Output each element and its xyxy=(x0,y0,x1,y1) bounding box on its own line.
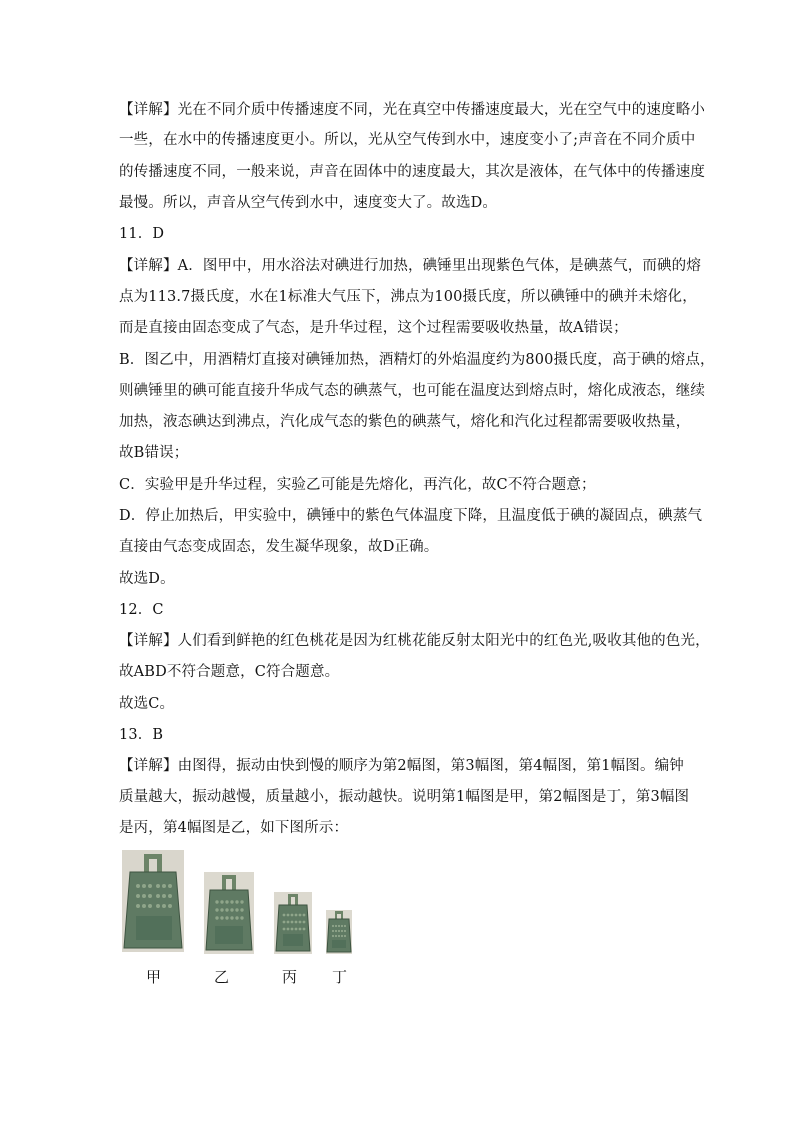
text-line: 则碘锤里的碘可能直接升华成气态的碘蒸气，也可能在温度达到熔点时，熔化成液态，继续 xyxy=(119,383,705,399)
text-line: 的传播速度不同，一般来说，声音在固体中的速度最大，其次是液体，在气体中的传播速度 xyxy=(119,164,705,180)
text-line: 13．B xyxy=(119,727,164,743)
text-line: 一些，在水中的传播速度更小。所以，光从空气传到水中，速度变小了;声音在不同介质中 xyxy=(119,132,696,148)
text-line: D．停止加热后，甲实验中，碘锤中的紫色气体温度下降，且温度低于碘的凝固点，碘蒸气 xyxy=(119,508,703,524)
bell-image-jia xyxy=(122,850,184,952)
text-line: 是丙，第4幅图是乙，如下图所示： xyxy=(119,820,349,836)
text-line: 【详解】人们看到鲜艳的红色桃花是因为红桃花能反射太阳光中的红色光,吸收其他的色光， xyxy=(119,633,710,649)
text-line: 【详解】光在不同介质中传播速度不同，光在真空中传播速度最大，光在空气中的速度略小 xyxy=(119,102,705,118)
bell-figure xyxy=(120,848,380,988)
text-line: 12．C xyxy=(119,602,164,618)
text-line: 11．D xyxy=(119,226,165,242)
text-line: C．实验甲是升华过程，实验乙可能是先熔化，再汽化，故C不符合题意； xyxy=(119,477,596,493)
text-line: 而是直接由固态变成了气态，是升华过程，这个过程需要吸收热量，故A错误； xyxy=(119,320,628,336)
bell-image-ding xyxy=(326,910,352,954)
text-line: 故选C。 xyxy=(119,696,175,712)
text-line: 直接由气态变成固态，发生凝华现象，故D正确。 xyxy=(119,539,439,555)
bell-image-bing xyxy=(274,892,312,954)
text-line: 故选D。 xyxy=(119,571,175,587)
text-line: 故B错误； xyxy=(119,445,189,461)
text-line: 质量越大，振动越慢，质量越小，振动越快。说明第1幅图是甲，第2幅图是丁，第3幅图 xyxy=(119,789,690,805)
text-line: 故ABD不符合题意，C符合题意。 xyxy=(119,664,340,680)
caption-yi: 乙 xyxy=(214,968,230,986)
text-line: B．图乙中，用酒精灯直接对碘锤加热，酒精灯的外焰温度约为800摄氏度，高于碘的熔点， xyxy=(119,352,715,368)
text-line: 最慢。所以，声音从空气传到水中，速度变大了。故选D。 xyxy=(119,195,498,211)
caption-jia: 甲 xyxy=(146,968,162,986)
text-line: 点为113.7摄氏度，水在1标准大气压下，沸点为100摄氏度，所以碘锤中的碘并未熔化， xyxy=(119,289,697,305)
bell-image-yi xyxy=(204,872,254,954)
text-line: 【详解】A．图甲中，用水浴法对碘进行加热，碘锤里出现紫色气体，是碘蒸气，而碘的熔 xyxy=(119,258,701,274)
caption-ding: 丁 xyxy=(332,968,348,986)
text-line: 【详解】由图得，振动由快到慢的顺序为第2幅图，第3幅图，第4幅图，第1幅图。编钟 xyxy=(119,758,684,774)
caption-bing: 丙 xyxy=(282,968,298,986)
text-line: 加热，液态碘达到沸点，汽化成气态的紫色的碘蒸气，熔化和汽化过程都需要吸收热量， xyxy=(119,414,691,430)
